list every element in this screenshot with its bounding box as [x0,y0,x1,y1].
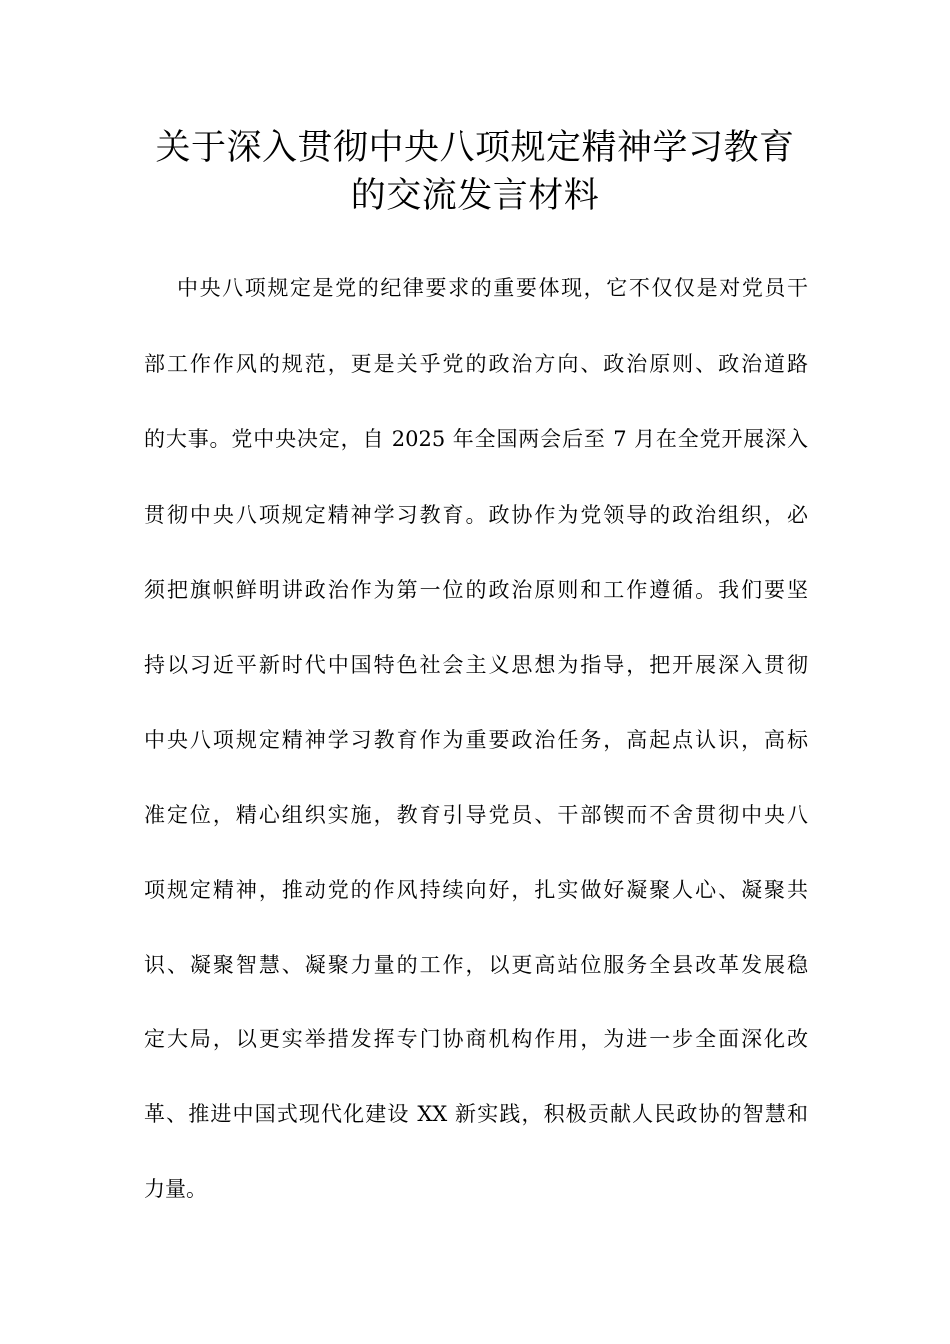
body-line: 力量。 [144,1177,207,1201]
body-line: 须把旗帜鲜明讲政治作为第一位的政治原则和工作遵循。我们要坚 [144,578,808,602]
body-line: 项规定精神，推动党的作风持续向好，扎实做好凝聚人心、凝聚共 [144,878,808,902]
body-line: 的大事。党中央决定，自 2025 年全国两会后至 7 月在全党开展深入 [144,427,808,451]
body-line: 中央八项规定是党的纪律要求的重要体现，它不仅仅是对党员干 [177,276,808,300]
body-line: 准定位，精心组织实施，教育引导党员、干部锲而不舍贯彻中央八 [144,803,808,827]
body-line: 贯彻中央八项规定精神学习教育。政协作为党领导的政治组织，必 [144,503,808,527]
body-line: 部工作作风的规范，更是关乎党的政治方向、政治原则、政治道路 [144,352,808,376]
body-line: 定大局，以更实举措发挥专门协商机构作用，为进一步全面深化改 [144,1027,808,1051]
body-line: 中央八项规定精神学习教育作为重要政治任务，高起点认识，高标 [144,728,808,752]
body-line: 革、推进中国式现代化建设 XX 新实践，积极贡献人民政协的智慧和 [144,1102,808,1126]
body-line: 持以习近平新时代中国特色社会主义思想为指导，把开展深入贯彻 [144,653,808,677]
body-line: 识、凝聚智慧、凝聚力量的工作，以更高站位服务全县改革发展稳 [144,953,808,977]
document-title-line-2: 的交流发言材料 [350,176,600,216]
document-title-line-1: 关于深入贯彻中央八项规定精神学习教育 [155,128,795,168]
